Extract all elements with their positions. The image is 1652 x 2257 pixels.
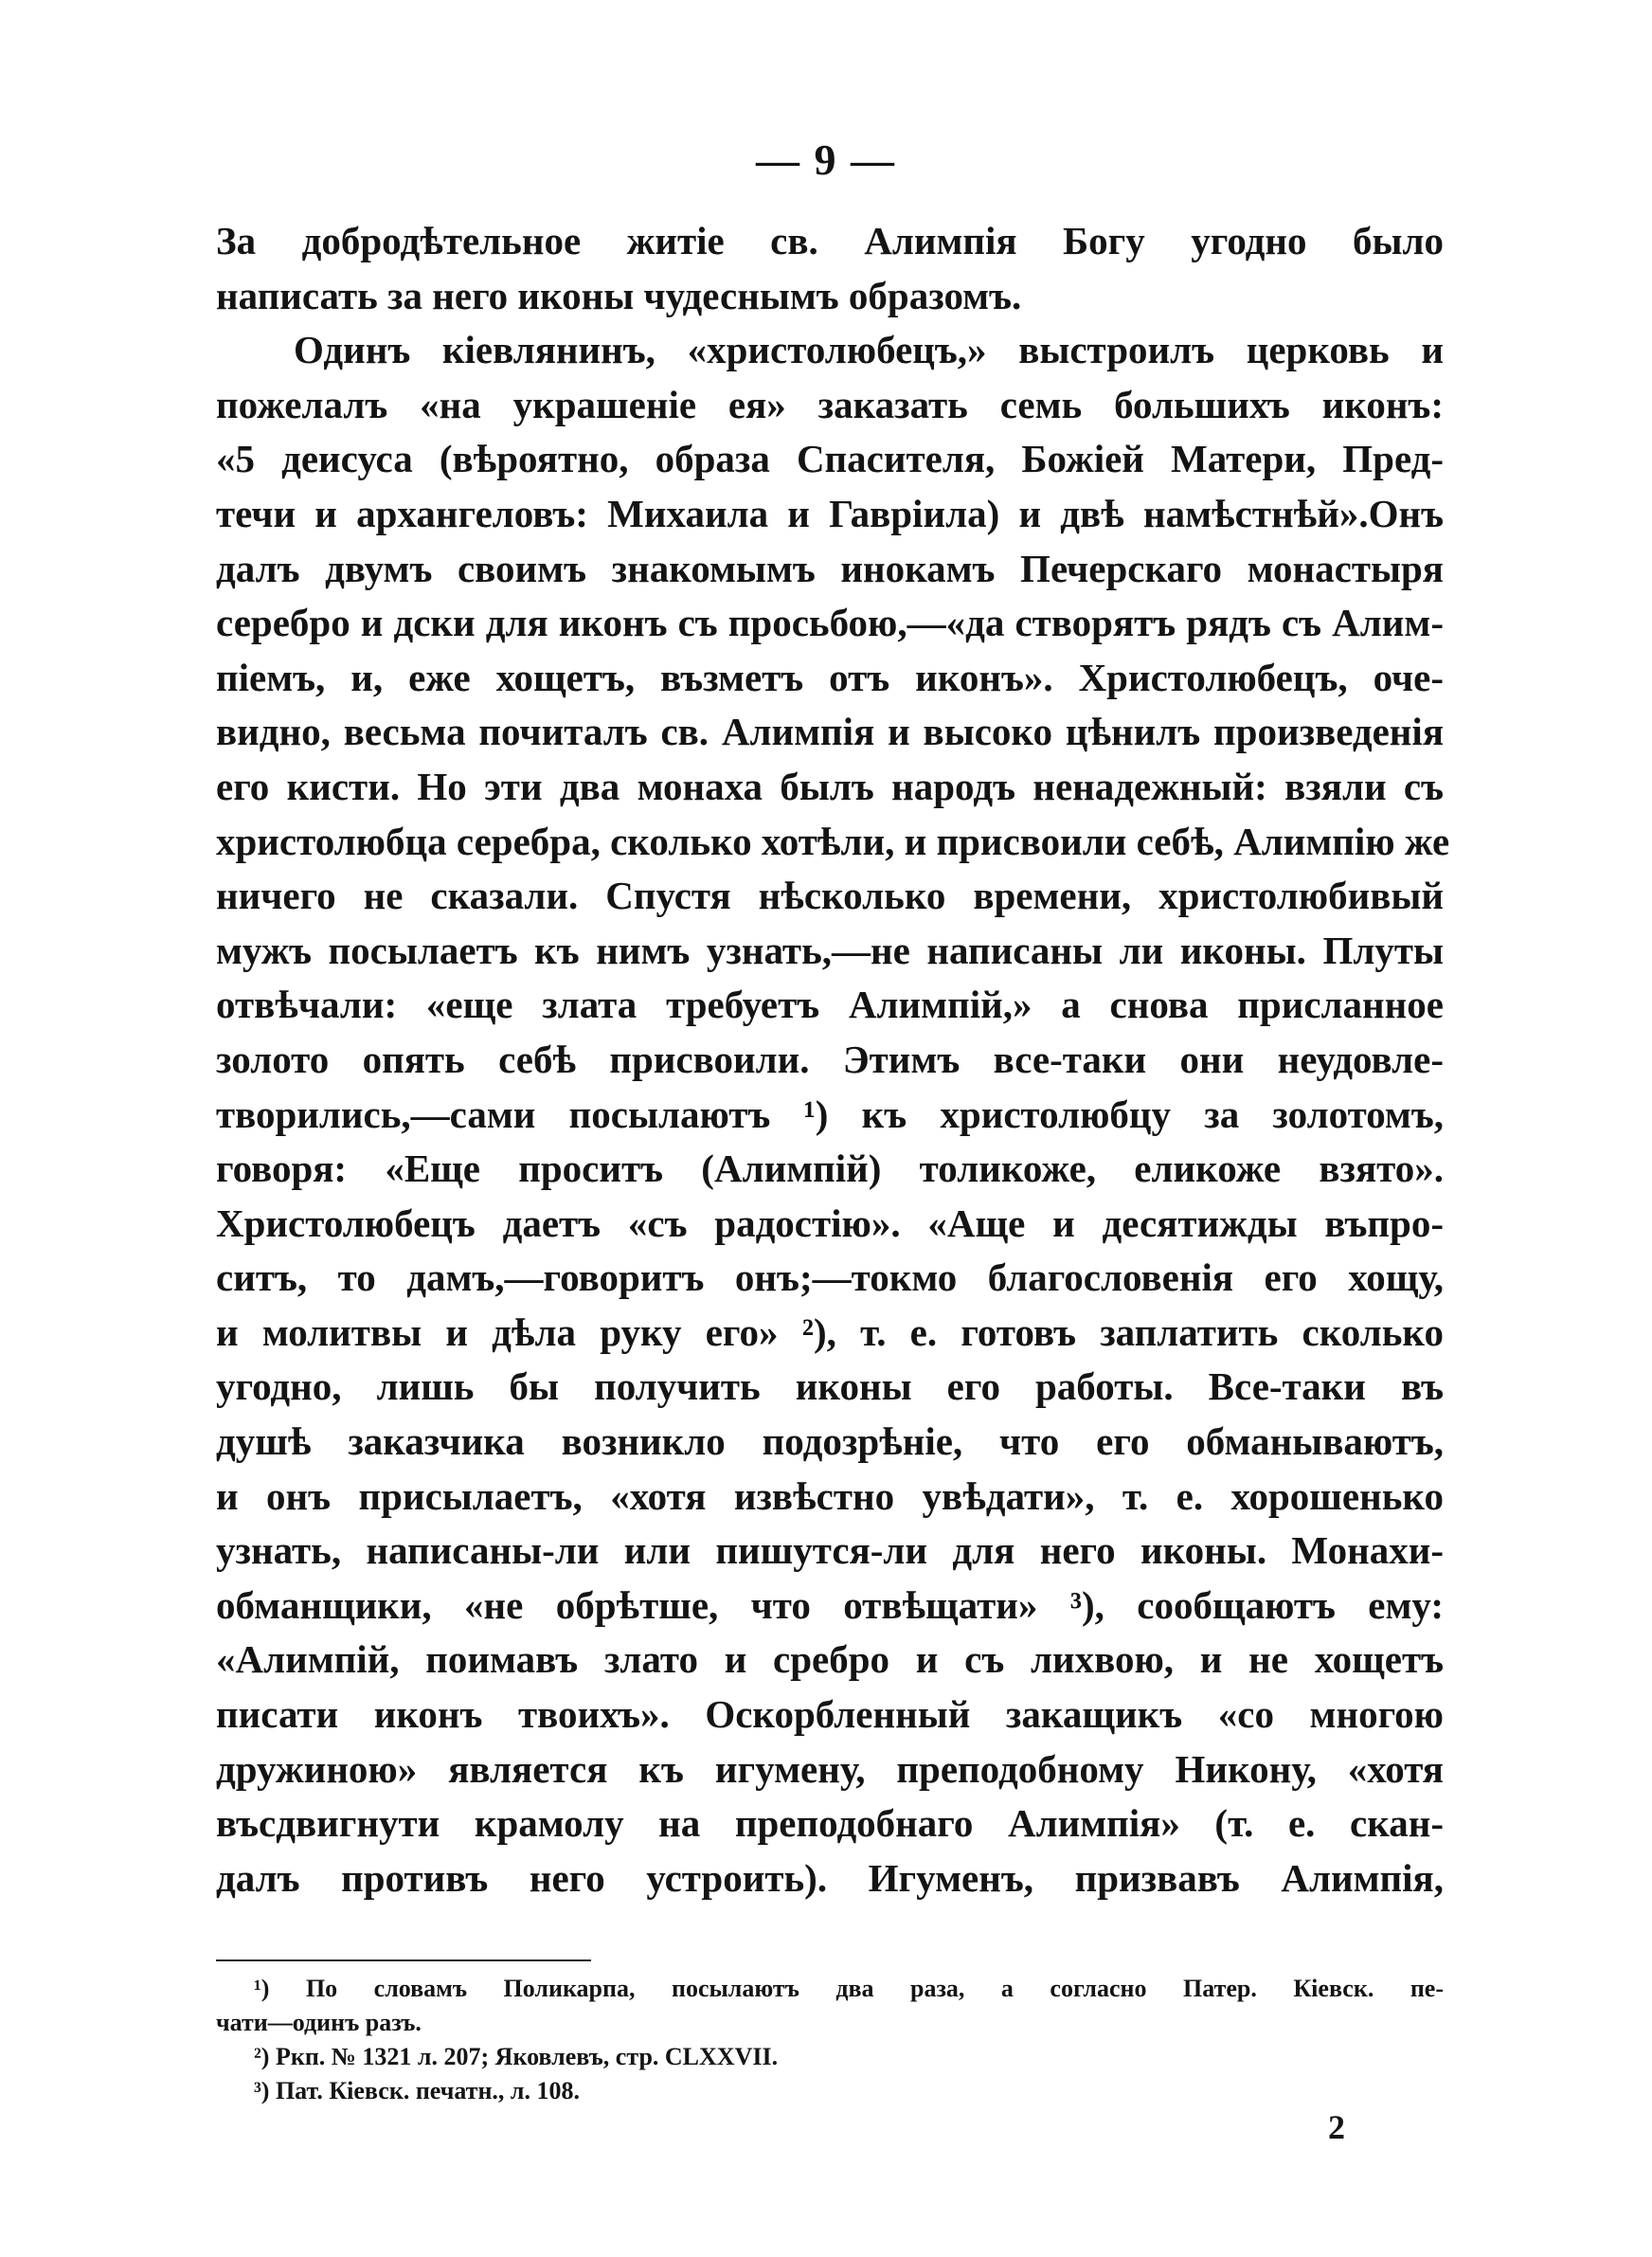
- text-line: далъ противъ него устроить). Игуменъ, призвавъ Алимпія,: [216, 1855, 1444, 1900]
- text-line: угодно, лишь бы получить иконы его работы. Все-таки въ: [216, 1364, 1444, 1409]
- text-line: узнать, написаны-ли или пишутся-ли для него иконы. Монахи-: [216, 1528, 1444, 1573]
- text-line: въсдвигнути крамолу на преподобнаго Алимпія» (т. е. скан-: [216, 1801, 1444, 1846]
- text-line: пожелалъ «на украшеніе ея» заказать семь большихъ иконъ:: [216, 382, 1444, 426]
- footnote-1-continuation: чати—одинъ разъ.: [216, 2009, 422, 2036]
- text-line: и молитвы и дѣла руку его» ²), т. е. готовъ заплатить сколько: [216, 1309, 1444, 1354]
- text-line: писати иконъ твоихъ». Оскорбленный закащикъ «со многою: [216, 1692, 1444, 1737]
- text-line: и онъ присылаетъ, «хотя извѣстно увѣдати», т. е. хорошенько: [216, 1473, 1444, 1518]
- text-line: обманщики, «не обрѣтше, что отвѣщати» ³), сообщаютъ ему:: [216, 1582, 1444, 1627]
- text-line: ситъ, то дамъ,—говоритъ онъ;—токмо благословенія его хощу,: [216, 1255, 1444, 1300]
- text-line: За добродѣтельное житіе св. Алимпія Богу угодно было: [216, 219, 1444, 262]
- page-number: — 9 —: [756, 135, 896, 184]
- text-line: христолюбца серебра, сколько хотѣли, и присвоили себѣ, Алимпію же: [216, 819, 1450, 863]
- signature-mark: 2: [1328, 2108, 1345, 2146]
- text-line: говоря: «Еще проситъ (Алимпій) толикоже, еликоже взято».: [216, 1147, 1444, 1191]
- text-line: Христолюбецъ даетъ «съ радостію». «Аще и десятижды въпро-: [216, 1201, 1444, 1245]
- text-line: далъ двумъ своимъ знакомымъ инокамъ Печерскаго монастыря: [216, 546, 1444, 590]
- text-line: мужъ посылаетъ къ нимъ узнать,—не написаны ли иконы. Плуты: [216, 928, 1444, 972]
- text-line: піемъ, и, еже хощетъ, възметъ отъ иконъ». Христолюбецъ, оче-: [216, 655, 1444, 699]
- text-line: видно, весьма почиталъ св. Алимпія и высоко цѣнилъ произведенія: [216, 710, 1444, 754]
- text-line: душѣ заказчика возникло подозрѣніе, что его обманываютъ,: [216, 1419, 1444, 1464]
- footnote-2: ²) Ркп. № 1321 л. 207; Яковлевъ, стр. CLXXVII.: [254, 2043, 779, 2070]
- text-line: течи и архангеловъ: Михаила и Гавріила) и двѣ намѣстнѣй».Онъ: [216, 491, 1444, 535]
- text-line: творились,—сами посылаютъ ¹) къ христолюбцу за золотомъ,: [216, 1092, 1444, 1136]
- text-line: серебро и дски для иконъ съ просьбою,—«да створятъ рядъ съ Алим-: [216, 601, 1444, 645]
- text-line: его кисти. Но эти два монаха былъ народъ ненадежный: взяли съ: [216, 764, 1444, 808]
- text-line: отвѣчали: «еще злата требуетъ Алимпій,» а снова присланное: [216, 983, 1444, 1027]
- footnote-3: ³) Пат. Кіевск. печатн., л. 108.: [254, 2077, 581, 2104]
- text-line: ничего не сказали. Спустя нѣсколько времени, христолюбивый: [216, 874, 1444, 918]
- footnote-1: ¹) По словамъ Поликарпа, посылаютъ два раза, а согласно Патер. Кіевск. пе-: [254, 1975, 1444, 2002]
- text-line: «Алимпій, поимавъ злато и сребро и съ лихвою, и не хощетъ: [216, 1637, 1444, 1682]
- text-line: «5 деисуса (вѣроятно, образа Спасителя, Божіей Матери, Пред-: [216, 437, 1444, 481]
- body-text: [216, 214, 1450, 1905]
- footnotes: [216, 1972, 1444, 2108]
- text-line: дружиною» является къ игумену, преподобному Никону, «хотя: [216, 1746, 1444, 1791]
- text-line: Одинъ кіевлянинъ, «христолюбецъ,» выстроилъ церковь и: [294, 328, 1444, 372]
- text-line: написать за него иконы чудеснымъ образомъ.: [216, 273, 1022, 317]
- footnote-divider: [216, 1959, 591, 1961]
- text-line: золото опять себѣ присвоили. Этимъ все-таки они неудовле-: [216, 1037, 1444, 1081]
